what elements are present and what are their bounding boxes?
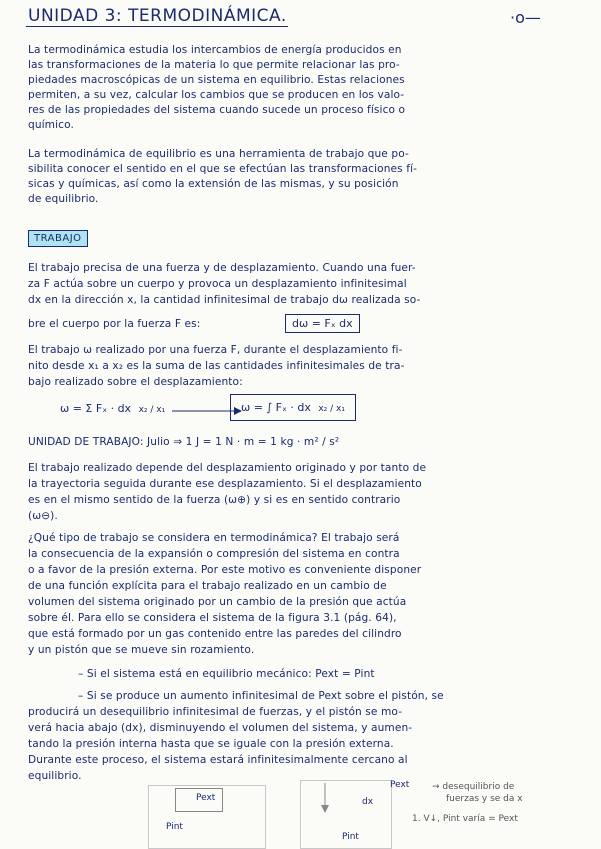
work-differential-formula: dω = Fₓ dx xyxy=(285,314,360,333)
trabajo2-line-2: nito desde x₁ a x₂ es la suma de las cantidades infinitesimales de tra- xyxy=(28,360,405,372)
bullet-line-3: producirá un desequilibrio infinitesimal de fuerzas, y el pistón se mo- xyxy=(28,706,403,718)
bullet-line-5: tando la presión interna hasta que se iguale con la presión externa. xyxy=(28,738,394,750)
figure-note-3: 1. V↓, Pint varía = Pext xyxy=(412,814,518,824)
pext-arrow-label: Pext xyxy=(390,780,410,790)
intro2-line-3: sicas y químicas, así como la extensión de las mismas, y su posición xyxy=(28,178,399,190)
integral-limits: x₂ / x₁ xyxy=(318,404,345,414)
pint-label-left: Pint xyxy=(166,822,183,832)
corner-doodle-icon: ·o— xyxy=(510,8,541,27)
trabajo4-line-7: que está formado por un gas contenido entre las paredes del cilindro xyxy=(28,628,402,640)
intro2-line-2: sibilita conocer el sentido en el que se efectúan las transformaciones fí- xyxy=(28,163,418,175)
sum-limits: x₂ / x₁ xyxy=(138,405,166,415)
bullet-line-1: – Si el sistema está en equilibrio mecánico: Pext = Pint xyxy=(78,668,375,680)
pint-label-right: Pint xyxy=(342,832,359,842)
integral-formula-box: ω = ∫ Fₓ · dx x₂ / x₁ xyxy=(230,394,356,421)
trabajo3-line-2: la trayectoria seguida durante ese desplazamiento. Si el desplazamiento xyxy=(28,478,422,490)
trabajo2-line-3: bajo realizado sobre el desplazamiento: xyxy=(28,376,243,388)
trabajo-line-1: El trabajo precisa de una fuerza y de desplazamiento. Cuando una fuer- xyxy=(28,262,416,274)
trabajo4-line-5: volumen del sistema originado por un cambio de la presión que actúa xyxy=(28,596,407,608)
trabajo3-line-4: (ω⊖). xyxy=(28,510,58,522)
trabajo-line-3: dx en la dirección x, la cantidad infinitesimal de trabajo dω realizada so- xyxy=(28,294,421,306)
intro2-line-1: La termodinámica de equilibrio es una herramienta de trabajo que po- xyxy=(28,148,409,160)
intro-line-5: res de las propiedades del sistema cuando sucede un proceso físico o xyxy=(28,104,406,116)
trabajo3-line-3: es en el mismo sentido de la fuerza (ω⊕) y si es en sentido contrario xyxy=(28,494,401,506)
trabajo4-line-6: sobre él. Para ello se considera el sistema de la figura 3.1 (pág. 64), xyxy=(28,612,397,624)
pext-label-left: Pext xyxy=(196,793,216,803)
trabajo-line-4: bre el cuerpo por la fuerza F es: xyxy=(28,318,201,330)
bullet-line-2: – Si se produce un aumento infinitesimal de Pext sobre el pistón, se xyxy=(78,690,444,702)
trabajo4-line-3: o a favor de la presión externa. Por este motivo es conveniente disponer xyxy=(28,564,422,576)
page-title: UNIDAD 3: TERMODINÁMICA. xyxy=(28,6,287,26)
trabajo4-line-8: y un pistón que se mueve sin rozamiento. xyxy=(28,644,255,656)
dx-label: dx xyxy=(362,797,374,807)
trabajo2-line-1: El trabajo ω realizado por una fuerza F, durante el desplazamiento fi- xyxy=(28,344,403,356)
bullet-line-6: Durante este proceso, el sistema estará infinitesimalmente cercano al xyxy=(28,754,408,766)
trabajo4-line-1: ¿Qué tipo de trabajo se considera en termodinámica? El trabajo será xyxy=(28,532,400,544)
title-underline xyxy=(26,26,288,27)
unit-line: UNIDAD DE TRABAJO: Julio ⇒ 1 J = 1 N · m = 1 kg · m² / s² xyxy=(28,436,340,448)
trabajo4-line-2: la consecuencia de la expansión o compresión del sistema en contra xyxy=(28,548,400,560)
intro2-line-4: de equilibrio. xyxy=(28,193,99,205)
figure-note-2: fuerzas y se da x xyxy=(446,794,523,804)
section-label-trabajo: TRABAJO xyxy=(28,230,88,247)
intro-line-1: La termodinámica estudia los intercambios de energía producidos en xyxy=(28,44,402,56)
intro-line-3: piedades macroscópicas de un sistema en equilibrio. Estas relaciones xyxy=(28,74,405,86)
down-arrow-icon xyxy=(318,783,332,813)
figure-note-1: → desequilibrio de xyxy=(432,782,515,792)
intro-line-6: químico. xyxy=(28,119,74,131)
sum-formula: ω = Σ Fₓ · dx x₂ / x₁ xyxy=(60,402,166,415)
bullet-line-7: equilibrio. xyxy=(28,770,82,782)
trabajo4-line-4: de una función explícita para el trabajo realizado en un cambio de xyxy=(28,580,387,592)
intro-line-4: permiten, a su vez, calcular los cambios que se producen en los valo- xyxy=(28,89,405,101)
bullet-line-4: verá hacia abajo (dx), disminuyendo el volumen del sistema, y aumen- xyxy=(28,722,413,734)
intro-line-2: las transformaciones de la materia lo que permite relacionar las pro- xyxy=(28,59,400,71)
trabajo3-line-1: El trabajo realizado depende del desplazamiento originado y por tanto de xyxy=(28,462,427,474)
trabajo-line-2: za F actúa sobre un cuerpo y provoca un desplazamiento infinitesimal xyxy=(28,278,407,290)
